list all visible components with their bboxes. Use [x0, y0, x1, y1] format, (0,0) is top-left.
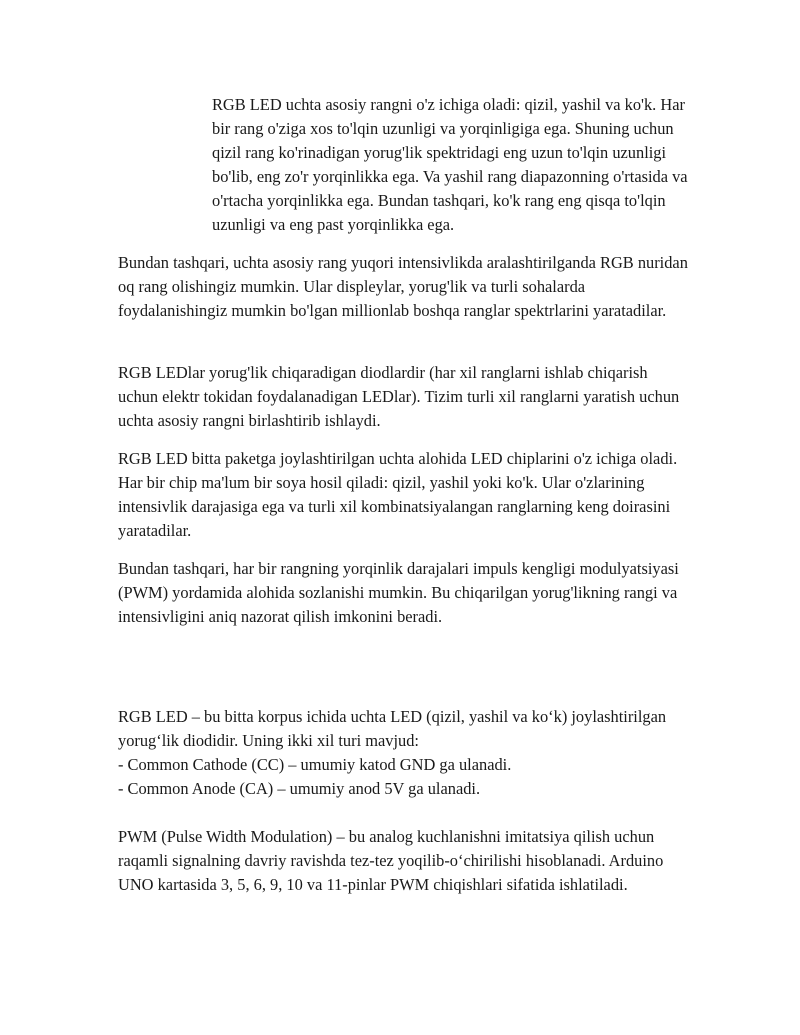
paragraph-rgb-leds-diodes: RGB LEDlar yorug'lik chiqaradigan diodlardir (har xil ranglarni ishlab chiqarish uchun elektr tokidan foydalanadigan LEDlar). Tizim turli xil ranglarni yaratish uchun uchta asosiy rangni birlashtirib ishlaydi. [118, 363, 680, 430]
paragraph-white-light: Bundan tashqari, uchta asosiy rang yuqori intensivlikda aralashtirilganda RGB nuridan oq rang olishingiz mumkin. Ular displeylar, yorug'lik va turli sohalarda foydalanishingiz mumkin bo'lgan millionlab boshqa ranglar spektrlarini yaratadilar. [118, 253, 688, 320]
paragraph-rgb-led-colors: RGB LED uchta asosiy rangni o'z ichiga oladi: qizil, yashil va ko'k. Har bir rang o'ziga xos to'lqin uzunligi va yorqinligiga ega. Shuning uchun qizil rang ko'rinadigan yorug'lik spektridagi eng uzun to'lqin uzunligi bo'lib, eng zo'r yorqinlikka ega. Va yashil rang diapazonning o'rtasida va o'rtacha yorqinlikka ega. Bundan tashqari, ko'k rang eng qisqa to'lqin uzunligi va eng past yorqinlikka ega. [212, 95, 688, 234]
common-anode-item: - Common Anode (CA) – umumiy anod 5V ga ulanadi. [118, 779, 481, 798]
paragraph-pwm-definition: PWM (Pulse Width Modulation) – bu analog kuchlanishni imitatsiya qilish uchun raqamli signalning davriy ravishda tez-tez yoqilib-o‘chirilishi hisoblanadi. Arduino UNO kartasida 3, 5, 6, 9, 10 va 11-pinlar PWM chiqishlari sifatida ishlatiladi. [118, 827, 664, 894]
common-cathode-item: - Common Cathode (CC) – umumiy katod GND ga ulanadi. [118, 755, 512, 774]
led-types-block [118, 705, 690, 801]
paragraph-led-chips: RGB LED bitta paketga joylashtirilgan uchta alohida LED chiplarini o'z ichiga oladi. Har bir chip ma'lum bir soya hosil qiladi: qizil, yashil yoki ko'k. Ular o'zlarining intensivlik darajasiga ega va turli xil kombinatsiyalangan ranglarning keng doirasini yaratadilar. [118, 449, 678, 540]
paragraph-pwm-brightness: Bundan tashqari, har bir rangning yorqinlik darajalari impuls kengligi modulyatsiyasi (PWM) yordamida alohida sozlanishi mumkin. Bu chiqarilgan yorug'likning rangi va intensivligini aniq nazorat qilish imkonini beradi. [118, 559, 679, 626]
led-types-intro: RGB LED – bu bitta korpus ichida uchta LED (qizil, yashil va ko‘k) joylashtirilgan yorug‘lik diodidir. Uning ikki xil turi mavjud: [118, 707, 667, 750]
